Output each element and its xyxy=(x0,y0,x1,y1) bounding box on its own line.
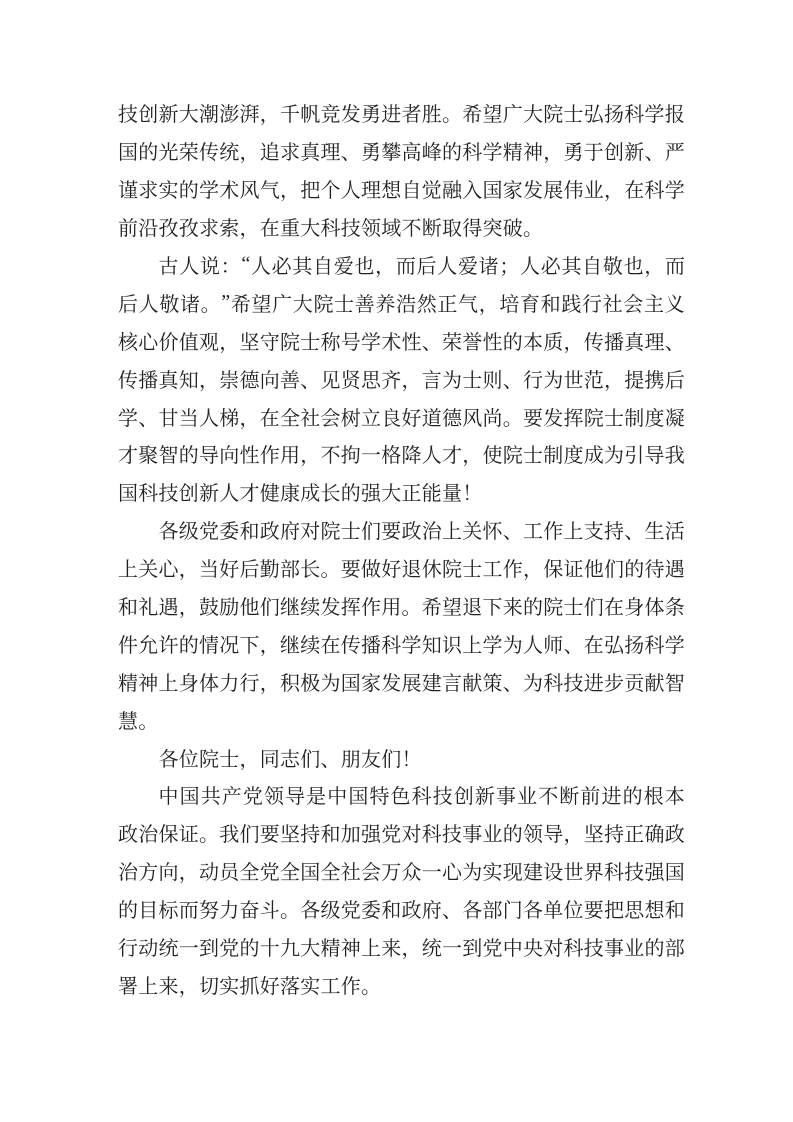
text-line: 谨 求 实 的 学 术 风 气 ， 把 个 人 理 想 自 觉 融 入 国 家 发 展 伟 业 ， 在 科 学 xyxy=(118,180,685,203)
text-line: 行 动 统 一 到 党 的 十 九 大 精 神 上 来 ， 统 一 到 党 中 央 对 科 技 事 业 的 部 xyxy=(118,938,685,961)
text-line: 和 礼 遇 ， 鼓 励 他 们 继 续 发 挥 作 用 。 希 望 退 下 来 的 院 士 们 在 身 体 条 xyxy=(118,597,685,620)
text-line: 政 治 保 证 。 我 们 要 坚 持 和 加 强 党 对 科 技 事 业 的 领 导 ， 坚 持 正 确 政 xyxy=(118,824,685,847)
paragraph-5 xyxy=(118,776,685,1003)
text-line: 后 人 敬 诸 。 ” 希 望 广 大 院 士 善 养 浩 然 正 气 ， 培 育 和 践 行 社 会 主 义 xyxy=(118,290,685,316)
text-line: 慧 。 xyxy=(118,710,159,733)
paragraph-1 xyxy=(118,94,685,246)
text-line: 署 上 来 ， 切 实 抓 好 落 实 工 作 。 xyxy=(118,975,381,998)
text-line: 学 、 甘 当 人 梯 ， 在 全 社 会 树 立 良 好 道 德 风 尚 。 要 发 挥 院 士 制 度 凝 xyxy=(118,407,685,430)
text-body xyxy=(118,94,685,1003)
paragraph-4 xyxy=(118,738,685,776)
paragraph-2 xyxy=(118,246,685,511)
text-line: 各 级 党 委 和 政 府 对 院 士 们 要 政 治 上 关 怀 、 工 作 上 支 持 、 生 活 xyxy=(158,521,685,544)
text-line: 的 目 标 而 努 力 奋 斗 。 各 级 党 委 和 政 府 、 各 部 门 各 单 位 要 把 思 想 和 xyxy=(118,900,685,923)
text-line: 上 关 心 ， 当 好 后 勤 部 长 。 要 做 好 退 休 院 士 工 作 ， 保 证 他 们 的 待 遇 xyxy=(118,559,685,582)
text-line: 国 的 光 荣 传 统 ， 追 求 真 理 、 勇 攀 高 峰 的 科 学 精 神 ， 勇 于 创 新 、 严 xyxy=(118,142,685,165)
text-line: 技 创 新 大 潮 澎 湃 ， 千 帆 竞 发 勇 进 者 胜 。 希 望 广 大 院 士 弘 扬 科 学 报 xyxy=(118,104,685,127)
text-line: 精 神 上 身 体 力 行 ， 积 极 为 国 家 发 展 建 言 献 策 、 为 科 技 进 步 贡 献 智 xyxy=(118,672,685,695)
text-line: 古 人 说 ： “ 人 必 其 自 爱 也 ， 而 后 人 爱 诸 ； 人 必 其 自 敬 也 ， 而 xyxy=(158,253,685,278)
text-line: 中 国 共 产 党 领 导 是 中 国 特 色 科 技 创 新 事 业 不 断 前 进 的 根 本 xyxy=(158,786,685,809)
text-line: 国 科 技 创 新 人 才 健 康 成 长 的 强 大 正 能 量 ！ xyxy=(118,483,483,506)
text-line: 治 方 向 ， 动 员 全 党 全 国 全 社 会 万 众 一 心 为 实 现 建 设 世 界 科 技 强 国 xyxy=(118,862,685,885)
text-line: 传 播 真 知 ， 崇 德 向 善 、 见 贤 思 齐 ， 言 为 士 则 、 行 为 世 范 ， 提 携 后 xyxy=(118,369,685,392)
text-line: 才 聚 智 的 导 向 性 作 用 ， 不 拘 一 格 降 人 才 ， 使 院 士 制 度 成 为 引 导 我 xyxy=(118,445,685,468)
text-line: 件 允 许 的 情 况 下 ， 继 续 在 传 播 科 学 知 识 上 学 为 人 师 、 在 弘 扬 科 学 xyxy=(118,634,685,657)
text-line: 核 心 价 值 观 ， 坚 守 院 士 称 号 学 术 性 、 荣 誉 性 的 本 质 ， 传 播 真 理 、 xyxy=(118,331,685,354)
paragraph-3 xyxy=(118,511,685,738)
text-line: 前 沿 孜 孜 求 索 ， 在 重 大 科 技 领 域 不 断 取 得 突 破 。 xyxy=(118,218,543,241)
text-line: 各 位 院 士 ， 同 志 们 、 朋 友 们 ！ xyxy=(158,748,422,771)
